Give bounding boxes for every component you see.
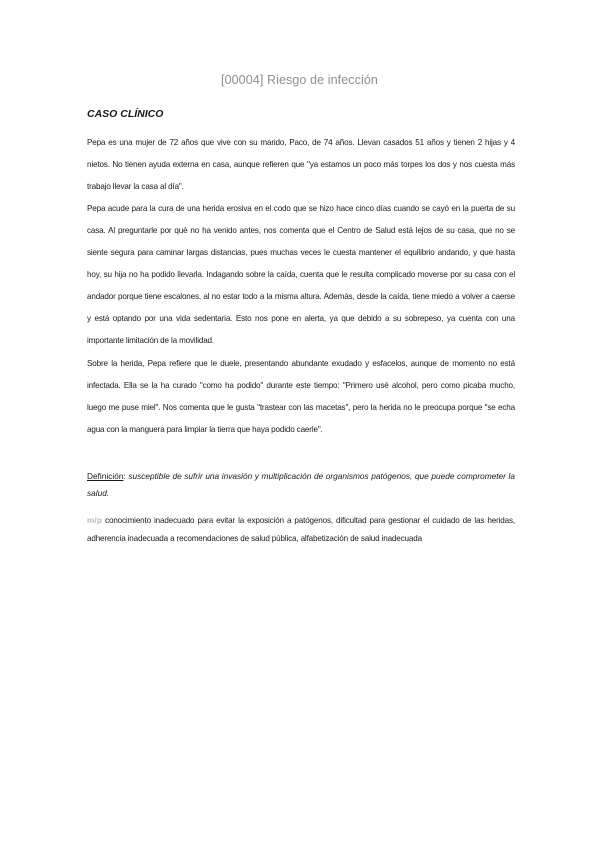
definition-label: Definición	[87, 471, 124, 481]
related-factors-block	[87, 512, 515, 548]
related-factors-text: conocimiento inadecuado para evitar la exposición a patógenos, dificultad para gestionar el cuidado de las heridas, adherencia inadecuada a recomendaciones de salud pública, alfabetización de salud inadecuada	[87, 516, 515, 543]
case-paragraph-2: Pepa acude para la cura de una herida erosiva en el codo que se hizo hace cinco días cuando se cayó en la puerta de su casa. Al preguntarle por qué no ha venido antes, nos comenta que el Centro de Salud está lejos de su casa, que no se siente segura para caminar largas distancias, pues muchas veces le cuesta mantener el equilibrio andando, y que hasta hoy, su hija no ha podido llevarla. Indagando sobre la caída, cuenta que le resulta complicado moverse por su casa con el andador porque tiene escalones, al no estar todo a la misma altura. Además, desde la caída, tiene miedo a volver a caerse y está optando por una vida sedentaria. Esto nos pone en alerta, ya que debido a su sobrepeso, ya cuenta con una importante limitación de la movilidad.	[87, 204, 515, 345]
definition-block	[87, 468, 515, 502]
case-paragraph-1: Pepa es una mujer de 72 años que vive con su marido, Paco, de 74 años. Llevan casados 51 años y tienen 2 hijas y 4 nietos. No tienen ayuda externa en casa, aunque refieren que "ya estamos un poco más torpes los dos y nos cuesta más trabajo llevar la casa al día".	[87, 138, 515, 191]
case-heading: CASO CLÍNICO	[87, 108, 164, 120]
case-paragraph-3: Sobre la herida, Pepa refiere que le duele, presentando abundante exudado y esfacelos, aunque de momento no está infectada. Ella se la ha curado "como ha podido" durante este tiempo: "Primero usé alcohol, pero como picaba mucho, luego me puse miel". Nos comenta que le gusta "trastear con las macetas", pero la herida no le preocupa porque "se echa agua con la manguera para limpiar la tierra que haya podido caerle".	[87, 359, 515, 434]
mp-tag: m/p	[87, 516, 102, 525]
page-title: [00004] Riesgo de infección	[221, 73, 378, 87]
definition-separator: :	[123, 471, 129, 481]
definition-text: susceptible de sufrir una invasión y multiplicación de organismos patógenos, que puede comprometer la salud.	[87, 471, 515, 498]
